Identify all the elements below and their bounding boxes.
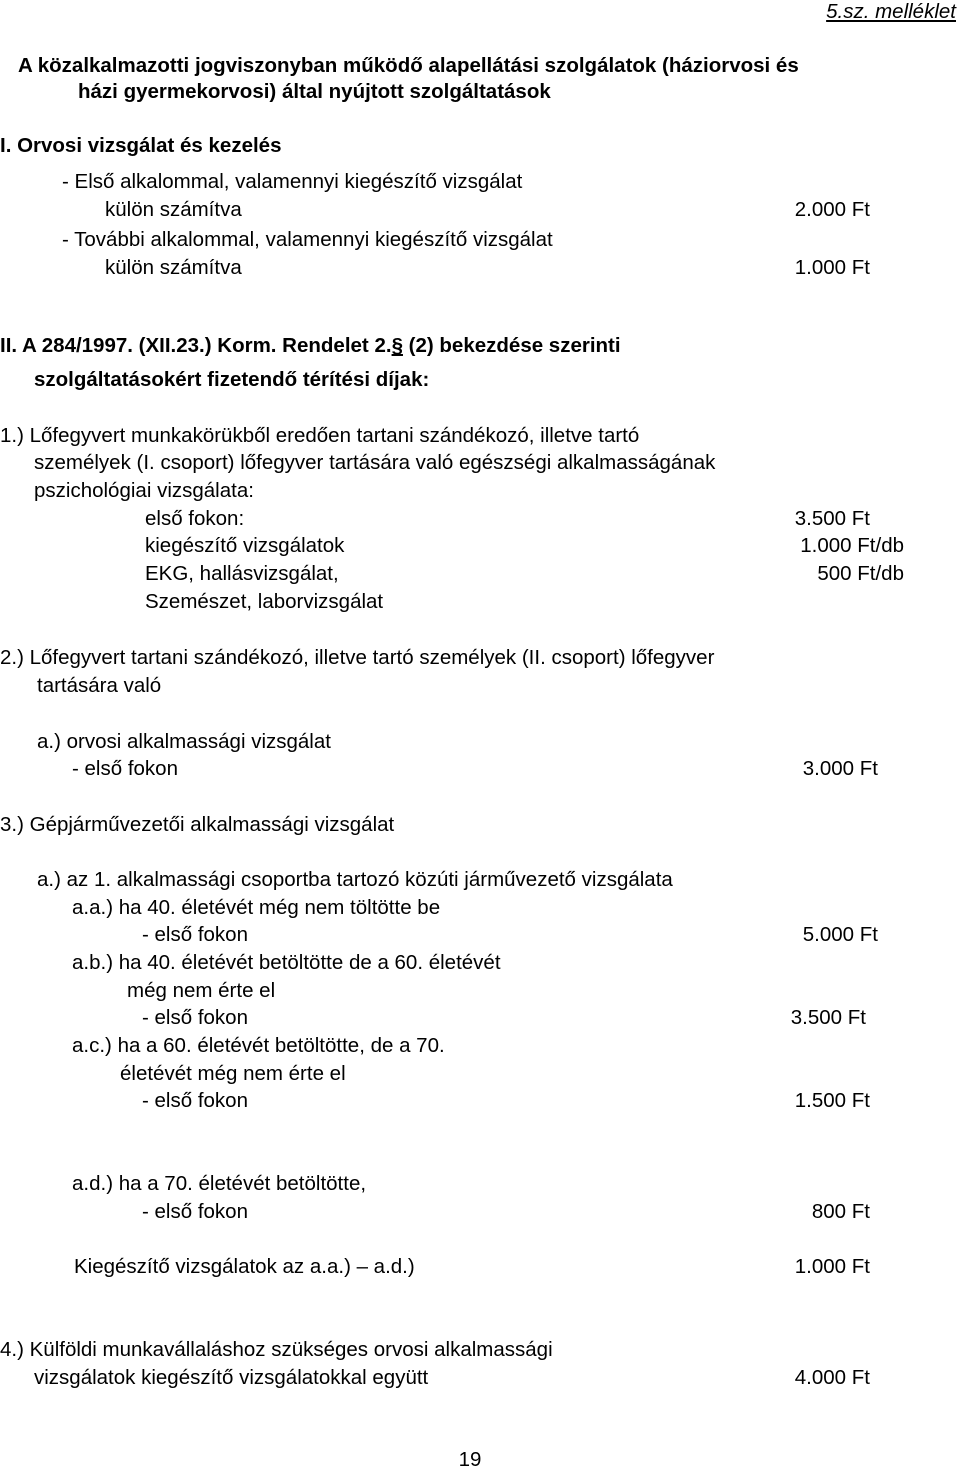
item-2-sub-a: a.) orvosi alkalmassági vizsgálat bbox=[37, 730, 331, 753]
section-2-heading-line1 bbox=[0, 334, 621, 358]
item-1-line3: pszichológiai vizsgálata: bbox=[34, 479, 254, 502]
page-number: 19 bbox=[458, 1448, 482, 1471]
item-1-line1: 1.) Lőfegyvert munkakörükből eredően tartani szándékozó, illetve tartó bbox=[0, 424, 640, 447]
item-1-row-1-label: első fokon: bbox=[145, 507, 245, 530]
item-1-row-2-price: 1.000 Ft/db bbox=[800, 534, 904, 557]
item-3-extra-price: 1.000 Ft bbox=[794, 1255, 870, 1278]
document-title-line1: A közalkalmazotti jogviszonyban működő alapellátási szolgálatok (háziorvosi és bbox=[18, 54, 799, 77]
item-1-row-1-price: 3.500 Ft bbox=[794, 507, 870, 530]
item-3-ac-price: 1.500 Ft bbox=[794, 1089, 870, 1112]
item-2-sub-a-price: 3.000 Ft bbox=[802, 757, 878, 780]
item-1-row-4-label: Szemészet, laborvizsgálat bbox=[145, 590, 384, 613]
item-4-line1: 4.) Külföldi munkavállaláshoz szükséges orvosi alkalmassági bbox=[0, 1338, 553, 1361]
item-3-ab-label: - első fokon bbox=[142, 1006, 248, 1029]
item-4-line2: vizsgálatok kiegészítő vizsgálatokkal együtt bbox=[34, 1366, 429, 1389]
item-3-aa-price: 5.000 Ft bbox=[802, 923, 878, 946]
item-3-ad-label: - első fokon bbox=[142, 1200, 248, 1223]
item-3-ad-line: a.d.) ha a 70. életévét betöltötte, bbox=[72, 1172, 367, 1195]
section-2-heading-rest: (2) bekezdése szerinti bbox=[402, 334, 621, 357]
section-2-heading-line2: szolgáltatásokért fizetendő térítési díjak: bbox=[34, 368, 430, 391]
item-3-sub-a: a.) az 1. alkalmassági csoportba tartozó közúti járművezető vizsgálata bbox=[37, 868, 673, 891]
item-3-ab-line2: még nem érte el bbox=[127, 979, 276, 1002]
item-1-row-3-label: EKG, hallásvizsgálat, bbox=[145, 562, 339, 585]
item-3-heading: 3.) Gépjárművezetői alkalmassági vizsgálat bbox=[0, 813, 395, 836]
item-3-ac-line2: életévét még nem érte el bbox=[120, 1062, 346, 1085]
item-1-row-3-price: 500 Ft/db bbox=[817, 562, 904, 585]
item-4-price: 4.000 Ft bbox=[794, 1366, 870, 1389]
item-3-ab-price: 3.500 Ft bbox=[790, 1006, 866, 1029]
section-1-item-2-price: 1.000 Ft bbox=[794, 256, 870, 279]
section-1-item-1-line2: külön számítva bbox=[105, 198, 242, 221]
section-1-item-1-line1: - Első alkalommal, valamennyi kiegészítő vizsgálat bbox=[62, 170, 523, 193]
item-2-line1: 2.) Lőfegyvert tartani szándékozó, illetve tartó személyek (II. csoport) lőfegyver bbox=[0, 646, 715, 669]
item-3-extra-label: Kiegészítő vizsgálatok az a.a.) – a.d.) bbox=[74, 1255, 415, 1278]
item-2-sub-a-label: - első fokon bbox=[72, 757, 178, 780]
section-1-item-2-line2: külön számítva bbox=[105, 256, 242, 279]
item-3-ad-price: 800 Ft bbox=[811, 1200, 870, 1223]
item-3-aa-label: - első fokon bbox=[142, 923, 248, 946]
item-3-ab-line1: a.b.) ha 40. életévét betöltötte de a 60. életévét bbox=[72, 951, 501, 974]
item-1-line2: személyek (I. csoport) lőfegyver tartására való egészségi alkalmasságának bbox=[34, 451, 716, 474]
section-1-item-1-price: 2.000 Ft bbox=[794, 198, 870, 221]
item-1-row-2-label: kiegészítő vizsgálatok bbox=[145, 534, 345, 557]
document-title-line2: házi gyermekorvosi) által nyújtott szolgáltatások bbox=[78, 80, 551, 103]
item-3-ac-label: - első fokon bbox=[142, 1089, 248, 1112]
section-1-item-2-line1: - További alkalommal, valamennyi kiegészítő vizsgálat bbox=[62, 228, 553, 251]
item-3-aa-line: a.a.) ha 40. életévét még nem töltötte be bbox=[72, 896, 441, 919]
section-sign: § bbox=[391, 334, 403, 357]
section-1-heading: I. Orvosi vizsgálat és kezelés bbox=[0, 134, 282, 157]
item-2-line2: tartására való bbox=[37, 674, 162, 697]
item-3-ac-line1: a.c.) ha a 60. életévét betöltötte, de a 70. bbox=[72, 1034, 445, 1057]
annex-label: 5.sz. melléklet bbox=[826, 0, 956, 23]
section-2-heading-text: II. A 284/1997. (XII.23.) Korm. Rendelet 2. bbox=[0, 334, 392, 357]
